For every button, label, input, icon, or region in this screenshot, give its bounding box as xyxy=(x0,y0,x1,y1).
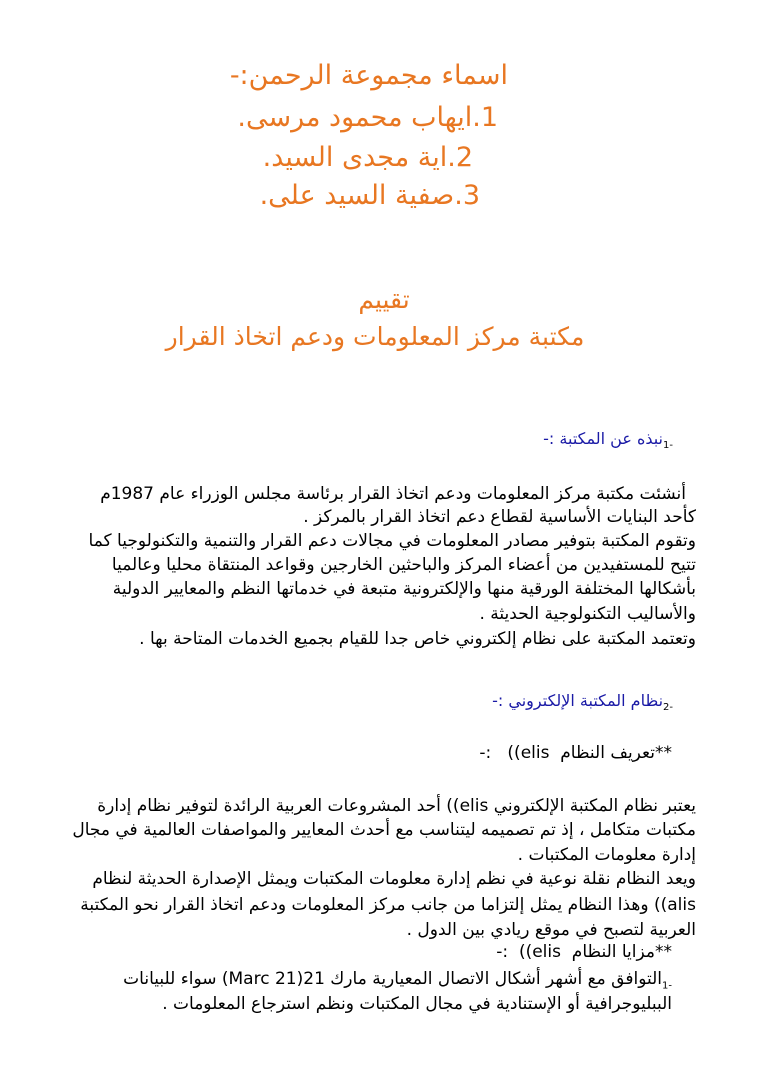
section-2-number: - xyxy=(669,702,673,714)
section-1-line-1: أنشئت مكتبة مركز المعلومات ودعم اتخاذ القرار برئاسة مجلس الوزراء عام 1987م xyxy=(100,484,686,504)
section-2-heading-text: نظام المكتبة الإلكتروني :- xyxy=(492,691,664,710)
title-line-2: مكتبة مركز المعلومات ودعم اتخاذ القرار xyxy=(165,322,585,351)
section-2-heading xyxy=(492,690,673,719)
feature-1-text: التوافق مع أشهر أشكال الاتصال المعيارية مارك 21(Marc 21) سواء للبيانات xyxy=(123,969,663,989)
section-1-line-5: بأشكالها المختلفة الورقية منها والإلكترونية متبعة في خدماتها النظم والمعايير الدولية xyxy=(112,579,696,599)
section-2-number-digit: 2 xyxy=(663,702,670,714)
definition-heading: **تعريف النظام elis)) :- xyxy=(479,743,672,763)
section-1-line-3: وتقوم المكتبة بتوفير مصادر المعلومات في مجالات دعم القرار والتنمية والتكنولوجيا كما xyxy=(88,531,696,551)
member-3: 3.صفية السيد على. xyxy=(259,180,480,211)
title-line-1: تقييم xyxy=(358,285,410,314)
section-2-line-4: ويعد النظام نقلة نوعية في نظم إدارة معلومات المكتبات ويمثل الإصدارة الحديثة لنظام xyxy=(92,869,696,889)
section-1-number-digit: 1 xyxy=(663,440,670,452)
feature-1-line-2: الببليوجرافية أو الإستنادية في مجال المكتبات ونظم استرجاع المعلومات . xyxy=(162,994,672,1014)
features-heading: **مزايا النظام elis)) :- xyxy=(496,942,672,962)
feature-1-dash: - xyxy=(668,980,672,992)
member-1: 1.ايهاب محمود مرسى. xyxy=(237,102,498,133)
group-heading: اسماء مجموعة الرحمن:- xyxy=(229,60,508,91)
section-2-line-3: إدارة معلومات المكتبات . xyxy=(517,845,696,865)
section-1-heading xyxy=(543,428,673,457)
section-1-line-6: والأساليب التكنولوجية الحديثة . xyxy=(479,604,696,624)
section-2-line-5: alis)) وهذا النظام يمثل إلتزاما من جانب مركز المعلومات ودعم اتخاذ القرار نحو المكتبة xyxy=(80,895,696,915)
section-1-line-2: كأحد البنايات الأساسية لقطاع دعم اتخاذ القرار بالمركز . xyxy=(303,507,696,527)
section-1-heading-text: نبذه عن المكتبة :- xyxy=(543,429,664,448)
member-2: 2.اية مجدى السيد. xyxy=(262,142,473,173)
section-1-line-4: تتيح للمستفيدين من أعضاء المركز والباحثين الخارجين وقواعد المنتقاة محليا وعالميا xyxy=(111,555,696,575)
section-2-line-2: مكتبات متكامل ، إذ تم تصميمه ليتناسب مع أحدث المعايير والمواصفات العالمية في مجال xyxy=(72,820,696,840)
section-2-line-6: العربية لتصبح في موقع ريادي بين الدول . xyxy=(406,920,696,940)
section-2-line-1: يعتبر نظام المكتبة الإلكتروني elis)) أحد المشروعات العربية الرائدة لتوفير نظام إدارة xyxy=(97,796,696,816)
section-1-number: - xyxy=(669,440,673,452)
feature-1-number: 1 xyxy=(662,980,669,992)
section-1-line-7: وتعتمد المكتبة على نظام إلكتروني خاص جدا للقيام بجميع الخدمات المتاحة بها . xyxy=(139,629,696,649)
